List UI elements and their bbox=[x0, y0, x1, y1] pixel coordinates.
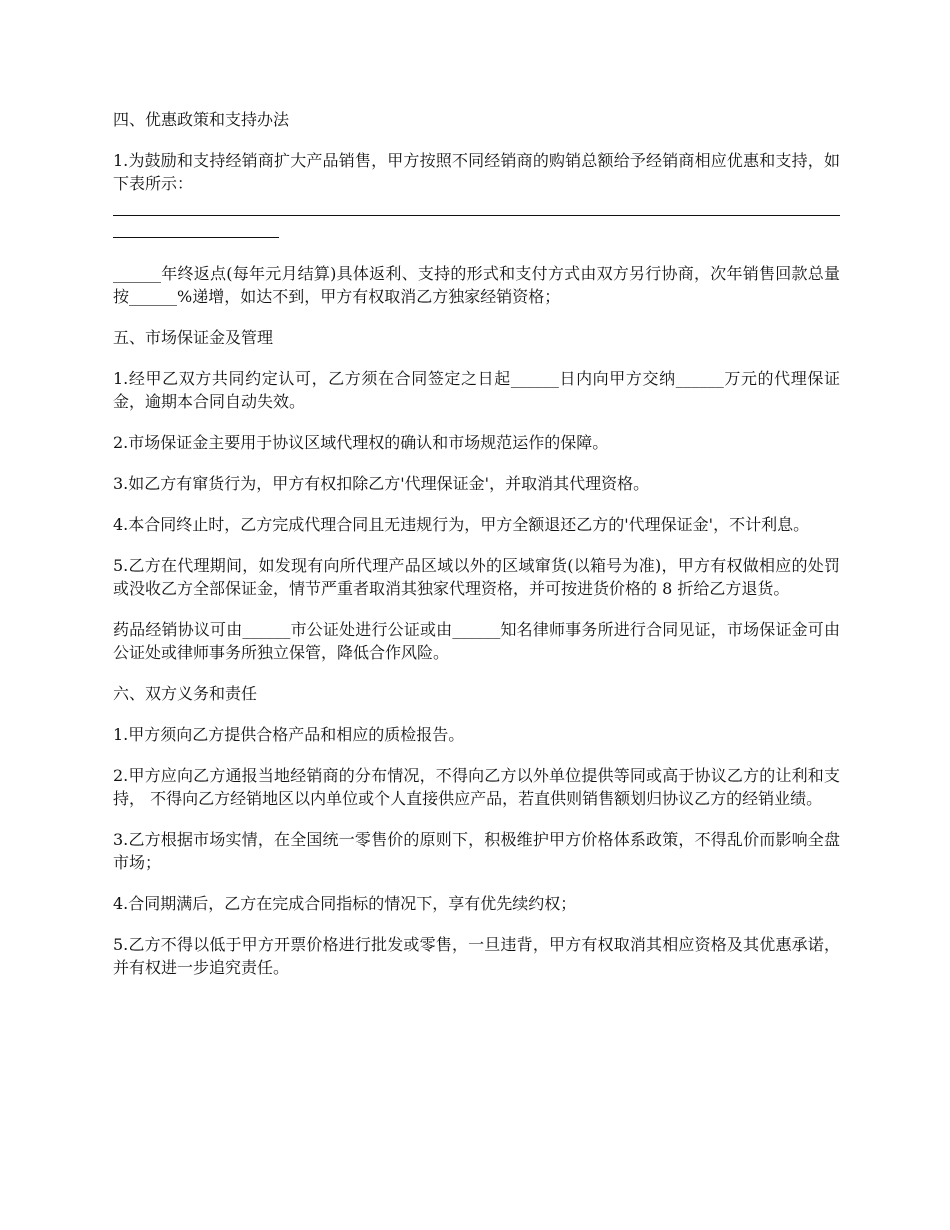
list-item-6-1: 1.甲方须向乙方提供合格产品和相应的质检报告。 bbox=[113, 725, 465, 744]
paragraph-5-note: 药品经销协议可由______市公证处进行公证或由______知名律师事务所进行合同见证，市场保证金可由公证处或律师事务所独立保管，降低合作风险。 bbox=[113, 620, 840, 662]
list-item-5-5: 5.乙方在代理期间，如发现有向所代理产品区域以外的区域窜货(以箱号为准)，甲方有权做相应的处罚或没收乙方全部保证金，情节严重者取消其独家代理资格，并可按进货价格的 8 折给乙方退货。 bbox=[113, 556, 840, 598]
section-heading-6: 六、双方义务和责任 bbox=[113, 684, 258, 703]
list-item-6-3: 3.乙方根据市场实情，在全国统一零售价的原则下，积极维护甲方价格体系政策，不得乱价而影响全盘市场； bbox=[113, 830, 840, 872]
list-item-6-5: 5.乙方不得以低于甲方开票价格进行批发或零售，一旦违背，甲方有权取消其相应资格及其优惠承诺，并有权进一步追究责任。 bbox=[113, 935, 840, 977]
list-item-5-2: 2.市场保证金主要用于协议区域代理权的确认和市场规范运作的保障。 bbox=[113, 433, 609, 452]
list-item-5-3: 3.如乙方有窜货行为，甲方有权扣除乙方'代理保证金'，并取消其代理资格。 bbox=[113, 474, 650, 493]
list-item-6-2: 2.甲方应向乙方通报当地经销商的分布情况，不得向乙方以外单位提供等同或高于协议乙方的让利和支持， 不得向乙方经销地区以内单位或个人直接供应产品，若直供则销售额划归协议乙方的经销业绩。 bbox=[113, 766, 840, 808]
table-placeholder-lines bbox=[113, 215, 840, 238]
section-heading-4: 四、优惠政策和支持办法 bbox=[113, 110, 290, 129]
section-heading-5: 五、市场保证金及管理 bbox=[113, 328, 274, 347]
document-page bbox=[113, 108, 840, 997]
list-item-5-1: 1.经甲乙双方共同约定认可，乙方须在合同签定之日起______日内向甲方交纳______万元的代理保证金，逾期本合同自动失效。 bbox=[113, 369, 840, 411]
horizontal-rule-short bbox=[113, 237, 279, 238]
horizontal-rule bbox=[113, 215, 840, 216]
paragraph-4-1: 1.为鼓励和支持经销商扩大产品销售，甲方按照不同经销商的购销总额给予经销商相应优惠和支持，如下表所示： bbox=[113, 151, 840, 193]
paragraph-4-2: ______年终返点(每年元月结算)具体返利、支持的形式和支付方式由双方另行协商，次年销售回款总量按______%递增，如达不到，甲方有权取消乙方独家经销资格； bbox=[113, 264, 840, 306]
list-item-5-4: 4.本合同终止时，乙方完成代理合同且无违规行为，甲方全额退还乙方的'代理保证金'，不计利息。 bbox=[113, 515, 810, 534]
list-item-6-4: 4.合同期满后，乙方在完成合同指标的情况下，享有优先续约权； bbox=[113, 894, 577, 913]
